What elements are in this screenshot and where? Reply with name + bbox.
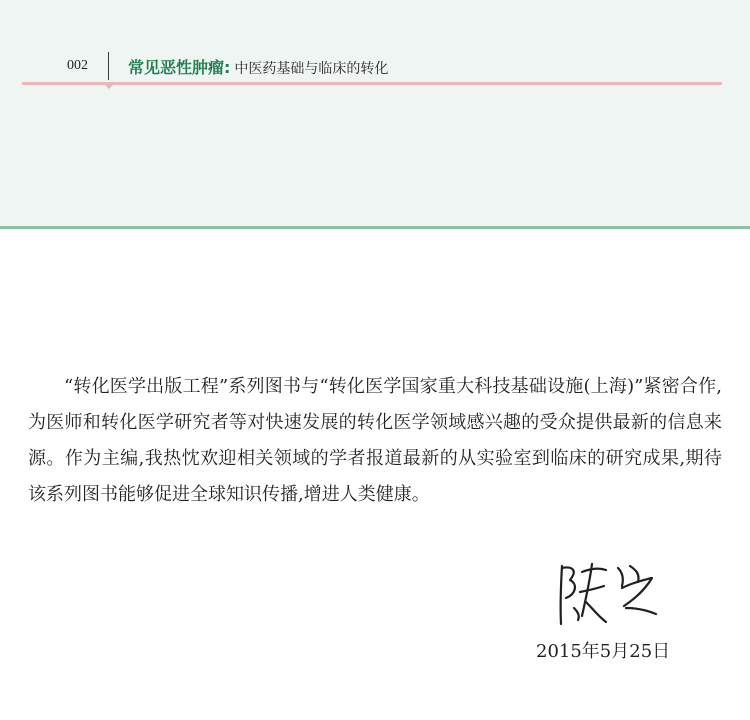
header-divider xyxy=(108,52,109,80)
page-number: 002 xyxy=(67,58,88,73)
running-header-title xyxy=(128,55,388,78)
handwritten-signature xyxy=(552,558,662,630)
book-subtitle: 中医药基础与临床的转化 xyxy=(234,61,389,77)
preface-paragraph: “转化医学出版工程”系列图书与“转化医学国家重大科技基础设施(上海)”紧密合作,为医师和转化医学研究者等对快速发展的转化医学领域感兴趣的受众提供最新的信息来源。作为主编,我热忱欢迎相关领域的学者报道最新的从实验室到临床的研究成果,期待该系列图书能够促进全球知识传播,增进人类健康。 xyxy=(28,376,722,505)
page-header-band xyxy=(0,0,750,229)
header-rule-notch xyxy=(104,84,114,89)
header-rule xyxy=(22,82,722,85)
signature-date: 2015年5月25日 xyxy=(536,641,671,662)
book-title: 常见恶性肿瘤: xyxy=(128,58,231,77)
